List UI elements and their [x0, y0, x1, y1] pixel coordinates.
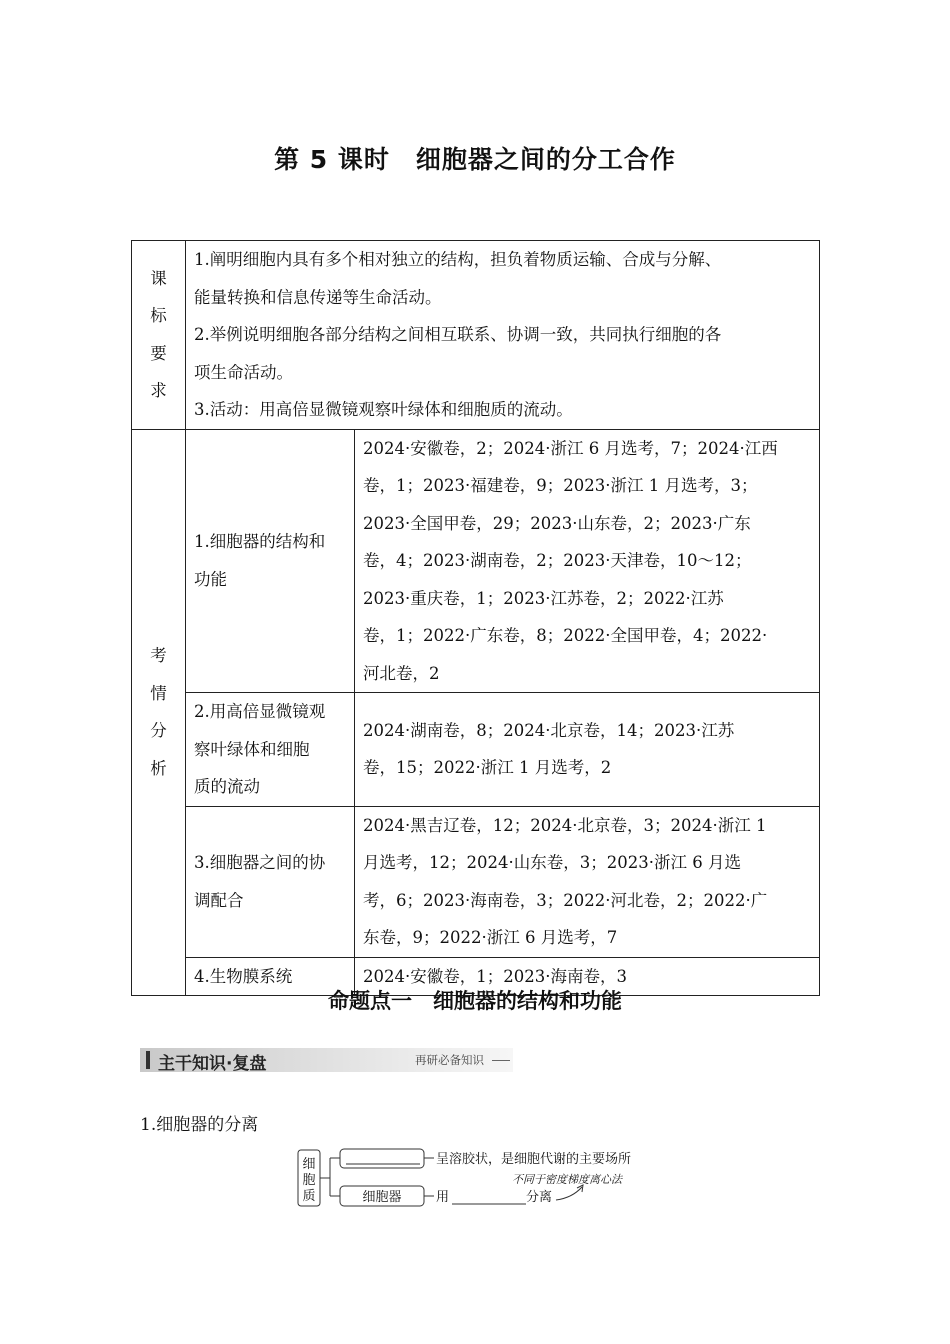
curriculum-header: [132, 241, 186, 430]
bracket-lines: [320, 1158, 340, 1196]
exam-line: 2024·安徽卷，2；2024·浙江 6 月选考，7；2024·江西: [363, 438, 778, 458]
exam-cell: [355, 693, 820, 807]
banner-subtitle: 再研必备知识: [415, 1053, 484, 1067]
exam-line: 卷，4；2023·湖南卷，2；2023·天津卷，10～12；: [363, 551, 752, 570]
organelle-label: 细胞器: [362, 1190, 402, 1205]
exam-line: 卷，15；2022·浙江 1 月选考，2: [363, 758, 612, 778]
curriculum-row: [132, 241, 820, 430]
exam-line: 卷，1；2023·福建卷，9；2023·浙江 1 月选考，3；: [363, 476, 758, 495]
blank-box: [340, 1149, 424, 1168]
curriculum-line: 1.阐明细胞内具有多个相对独立的结构，担负着物质运输、合成与分解、: [194, 250, 722, 269]
use-label: 用: [436, 1190, 450, 1205]
exam-line: 月选考，12；2024·山东卷，3；2023·浙江 6 月选: [363, 853, 741, 872]
exam-cell: [355, 806, 820, 957]
topic-cell: [186, 693, 355, 807]
topic-cell: [186, 429, 355, 693]
header-char: 分: [150, 721, 167, 741]
root-char: 质: [302, 1189, 316, 1204]
upper-description: 呈溶胶状，是细胞代谢的主要场所: [436, 1152, 632, 1167]
header-char: 析: [150, 758, 167, 778]
curriculum-line: 2.举例说明细胞各部分结构之间相互联系、协调一致，共同执行细胞的各: [194, 325, 722, 344]
header-char: 课: [150, 268, 167, 288]
exam-line: 卷，1；2022·广东卷，8；2022·全国甲卷，4；2022·: [363, 626, 768, 645]
page-title: 第 5 课时 细胞器之间的分工合作: [274, 145, 676, 174]
topic-line: 1.细胞器的结构和: [194, 532, 326, 552]
header-char: 求: [150, 381, 167, 401]
curriculum-line: 能量转换和信息传递等生命活动。: [194, 287, 442, 307]
topic-cell: [186, 806, 355, 957]
exam-line: 2024·黑吉辽卷，12；2024·北京卷，3；2024·浙江 1: [363, 815, 767, 835]
organelle-separation-diagram: [290, 1140, 670, 1215]
exam-line: 2023·全国甲卷，29；2023·山东卷，2；2023·广东: [363, 513, 751, 533]
topic-line: 调配合: [194, 890, 244, 910]
curriculum-line: 3.活动：用高倍显微镜观察叶绿体和细胞质的流动。: [194, 400, 573, 419]
analysis-row-1: [132, 429, 820, 693]
header-char: 考: [150, 646, 167, 666]
topic-line: 4.生物膜系统: [194, 966, 293, 986]
topic-line: 2.用高倍显微镜观: [194, 702, 326, 721]
curriculum-line: 项生命活动。: [194, 362, 293, 382]
analysis-row-3: [132, 806, 820, 957]
header-char: 要: [150, 343, 167, 363]
exam-line: 考，6；2023·海南卷，3；2022·河北卷，2；2022·广: [363, 890, 768, 910]
knowledge-banner: [140, 1048, 513, 1072]
separate-label: 分离: [526, 1190, 553, 1205]
section-title: 命题点一 细胞器的结构和功能: [328, 989, 622, 1013]
exam-line: 河北卷，2: [363, 663, 440, 683]
exam-line: 2024·湖南卷，8；2024·北京卷，14；2023·江苏: [363, 720, 735, 740]
banner-title: 主干知识·复盘: [158, 1054, 267, 1074]
curriculum-table: [131, 240, 820, 996]
root-char: 细: [302, 1157, 316, 1172]
exam-cell: [355, 429, 820, 693]
header-char: 情: [150, 683, 167, 703]
topic-line: 质的流动: [194, 777, 260, 796]
paragraph-heading: 1.细胞器的分离: [140, 1115, 259, 1135]
curriculum-content: [186, 241, 820, 430]
root-char: 胞: [302, 1173, 316, 1188]
topic-line: 3.细胞器之间的协: [194, 853, 326, 872]
exam-line: 2024·安徽卷，1；2023·海南卷，3: [363, 966, 627, 986]
exam-line: 东卷，9；2022·浙江 6 月选考，7: [363, 928, 618, 947]
banner-bar: [146, 1051, 150, 1069]
topic-line: 察叶绿体和细胞: [194, 739, 310, 759]
handwritten-note: 不同于密度梯度离心法: [512, 1173, 622, 1186]
exam-line: 2023·重庆卷，1；2023·江苏卷，2；2022·江苏: [363, 588, 724, 608]
analysis-header: [132, 429, 186, 996]
banner-rule: [492, 1060, 510, 1061]
topic-line: 功能: [194, 569, 227, 589]
analysis-row-2: [132, 693, 820, 807]
note-arrow: [556, 1187, 582, 1200]
header-char: 标: [150, 306, 167, 326]
